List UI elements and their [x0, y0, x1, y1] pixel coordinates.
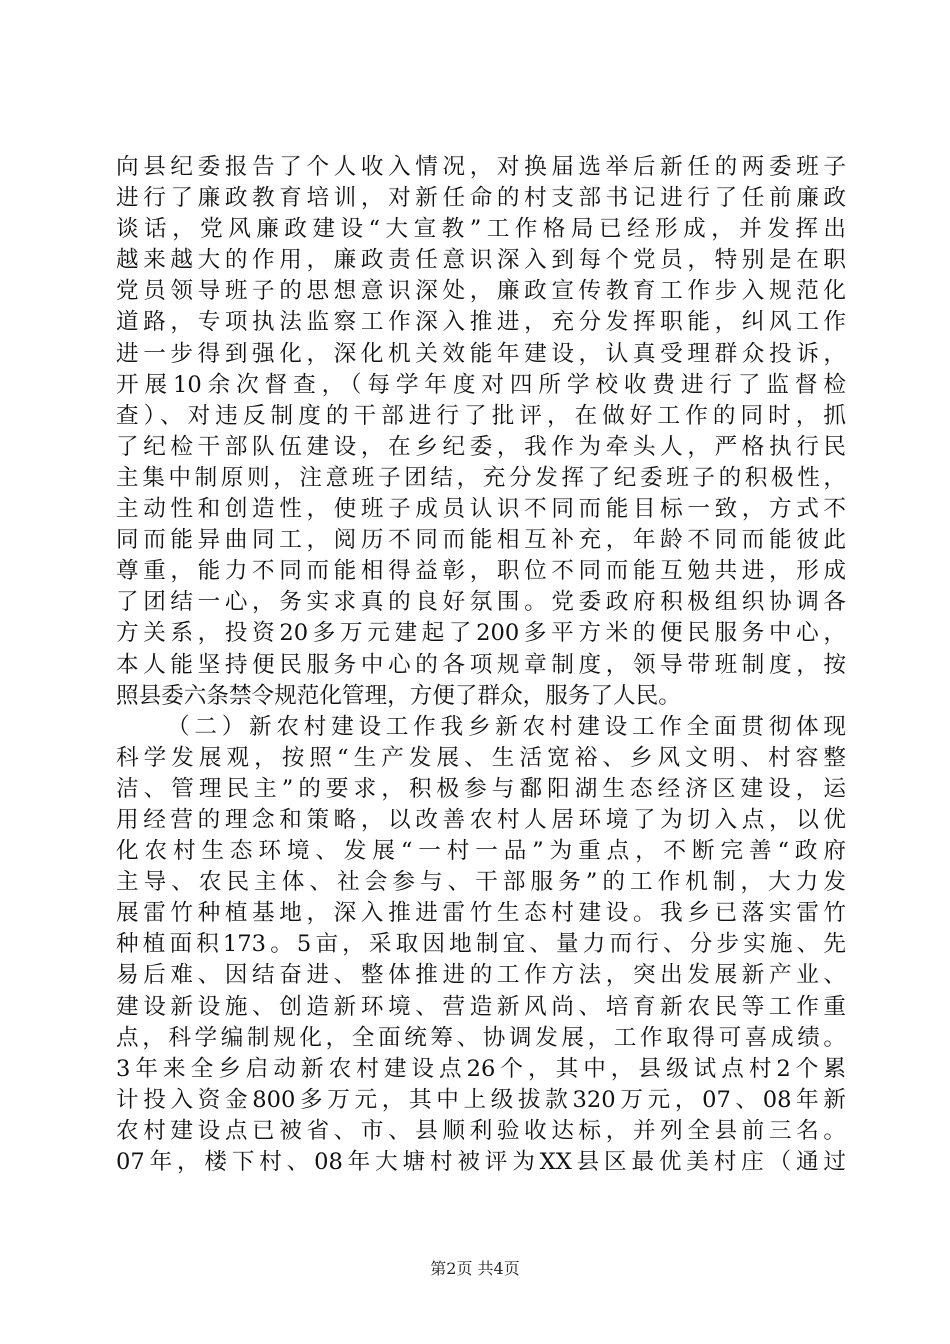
- text-line: 查）、对违反制度的干部进行了批评，在做好工作的同时，抓: [116, 402, 846, 429]
- text-line: 进行了廉政教育培训，对新任命的村支部书记进行了任前廉政: [116, 185, 846, 212]
- text-line: 党员领导班子的思想意识深处，廉政宣传教育工作步入规范化: [116, 278, 846, 305]
- text-line: 主导、农民主体、社会参与、干部服务”的工作机制，大力发: [116, 869, 846, 896]
- text-line: 了团结一心，务实求真的良好氛围。党委政府积极组织协调各: [116, 589, 846, 616]
- text-line: 同而能异曲同工，阅历不同而能相互补充，年龄不同而能彼此: [116, 527, 846, 554]
- text-line: 种植面积173。5亩，采取因地制宜、量力而行、分步实施、先: [116, 931, 846, 958]
- text-line: 科学发展观，按照“生产发展、生活宽裕、乡风文明、村容整: [116, 744, 846, 771]
- text-line: 主动性和创造性，使班子成员认识不同而能目标一致，方式不: [116, 496, 846, 523]
- text-line: 开展10余次督查，（每学年度对四所学校收费进行了监督检: [116, 371, 846, 398]
- text-line: 化农村生态环境、发展“一村一品”为重点，不断完善“政府: [116, 838, 846, 865]
- text-line: 向县纪委报告了个人收入情况，对换届选举后新任的两委班子: [116, 154, 846, 180]
- text-line: 越来越大的作用，廉政责任意识深入到每个党员，特别是在职: [116, 247, 846, 274]
- text-line: 方关系，投资20多万元建起了200多平方米的便民服务中心，: [116, 620, 846, 647]
- text-line: 建设新设施、创造新环境、营造新风尚、培育新农民等工作重: [116, 993, 846, 1020]
- text-line: 3年来全乡启动新农村建设点26个，其中，县级试点村2个累: [116, 1055, 846, 1082]
- text-line: 用经营的理念和策略，以改善农村人居环境了为切入点，以优: [116, 806, 846, 833]
- text-line: 07年，楼下村、08年大塘村被评为XX县区最优美村庄（通过: [116, 1149, 846, 1175]
- text-line: 谈话，党风廉政建设“大宣教”工作格局已经形成，并发挥出: [116, 216, 846, 243]
- text-line: 计投入资金800多万元，其中上级拔款320万元，07、08年新: [116, 1086, 846, 1113]
- text-line: 易后难、因结奋进、整体推进的工作方法，突出发展新产业、: [116, 962, 846, 989]
- text-line: 点，科学编制规化，全面统筹、协调发展，工作取得可喜成绩。: [116, 1024, 846, 1051]
- text-line: 尊重，能力不同而能相得益彰，职位不同而能互勉共进，形成: [116, 558, 846, 585]
- body-text: [116, 152, 846, 1178]
- page-footer: [0, 1256, 950, 1279]
- page-number-label: 第2页 共4页: [430, 1259, 520, 1278]
- text-line: 展雷竹种植基地，深入推进雷竹生态村建设。我乡已落实雷竹: [116, 900, 846, 927]
- section-heading-line: （二）新农村建设工作我乡新农村建设工作全面贯彻体现: [167, 713, 846, 740]
- text-line: 进一步得到强化，深化机关效能年建设，认真受理群众投诉，: [116, 340, 846, 367]
- paragraph-end-line: 照县委六条禁令规范化管理，方便了群众，服务了人民。: [116, 682, 681, 709]
- text-line: 本人能坚持便民服务中心的各项规章制度，领导带班制度，按: [116, 651, 846, 678]
- text-line: 道路，专项执法监察工作深入推进，充分发挥职能，纠风工作: [116, 309, 846, 336]
- text-line: 农村建设点已被省、市、县顺利验收达标，并列全县前三名。: [116, 1117, 846, 1144]
- text-line: 洁、管理民主”的要求，积极参与鄱阳湖生态经济区建设，运: [116, 775, 846, 802]
- text-line: 主集中制原则，注意班子团结，充分发挥了纪委班子的积极性，: [116, 464, 846, 491]
- text-line: 了纪检干部队伍建设，在乡纪委，我作为牵头人，严格执行民: [116, 433, 846, 460]
